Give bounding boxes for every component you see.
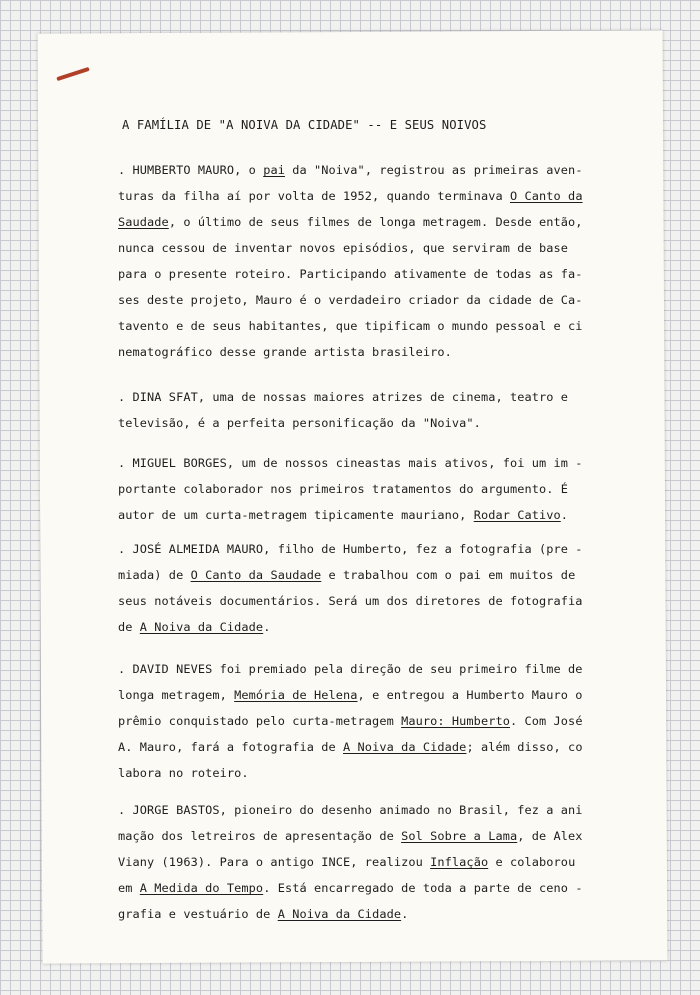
text-segment: . JORGE BASTOS, pioneiro do desenho animado no Brasil, fez a ani <box>118 803 583 817</box>
underlined-title: A Noiva da Cidade <box>139 620 264 634</box>
text-segment: ; além disso, co <box>466 740 583 754</box>
text-line <box>118 456 583 482</box>
underlined-title: A Medida do Tempo <box>139 881 264 895</box>
underlined-title: Sol Sobre a Lama <box>401 829 518 843</box>
text-segment: televisão, é a perfeita personificação da "Noiva". <box>118 416 481 430</box>
text-segment: . DINA SFAT, uma de nossas maiores atrizes de cinema, teatro e <box>118 390 569 404</box>
text-line <box>118 714 583 740</box>
text-segment: nunca cessou de inventar novos episódios, que serviram de base <box>118 241 569 255</box>
text-segment: tavento e de seus habitantes, que tipificam o mundo pessoal e ci <box>118 319 583 333</box>
text-line <box>118 508 583 534</box>
text-line <box>118 620 583 646</box>
underlined-title: Saudade <box>118 215 169 229</box>
paragraph-david-neves <box>118 662 583 792</box>
text-segment: longa metragem, <box>118 688 235 702</box>
text-line <box>118 267 583 293</box>
text-segment: . Com José <box>509 714 583 728</box>
text-line <box>118 766 583 792</box>
paragraph-jorge-bastos <box>118 803 583 933</box>
text-segment: grafia e vestuário de <box>118 907 278 921</box>
paragraph-dina-sfat <box>118 390 568 442</box>
text-segment: e trabalhou com o pai em muitos de <box>321 568 576 582</box>
text-segment: para o presente roteiro. Participando ativamente de todas as fa- <box>118 267 583 281</box>
text-segment: . DAVID NEVES foi premiado pela direção de seu primeiro filme de <box>118 662 583 676</box>
text-segment: A. Mauro, fará a fotografia de <box>118 740 344 754</box>
text-segment: . <box>263 620 271 634</box>
text-segment: . MIGUEL BORGES, um de nossos cineastas mais ativos, foi um im - <box>118 456 583 470</box>
text-line <box>118 594 583 620</box>
text-segment: prêmio conquistado pelo curta-metragem <box>118 714 402 728</box>
text-segment: . HUMBERTO MAURO, o <box>118 163 264 177</box>
text-segment: , e entregou a Humberto Mauro o <box>357 688 583 702</box>
underlined-title: O Canto da <box>509 189 583 203</box>
text-line <box>118 416 568 442</box>
paragraph-miguel-borges <box>118 456 583 534</box>
text-line <box>118 163 583 189</box>
underlined-title: pai <box>263 163 285 177</box>
text-line <box>118 319 583 345</box>
text-segment: ses deste projeto, Mauro é o verdadeiro criador da cidade de Ca- <box>118 293 583 307</box>
text-segment: . JOSÉ ALMEIDA MAURO, filho de Humberto, fez a fotografia (pre - <box>118 542 583 556</box>
text-segment: da "Noiva", registrou as primeiras aven- <box>284 163 583 177</box>
text-line <box>118 907 583 933</box>
underlined-title: Rodar Cativo <box>473 508 561 522</box>
text-line <box>118 688 583 714</box>
text-line <box>118 215 583 241</box>
document-title: A FAMÍLIA DE "A NOIVA DA CIDADE" -- E SEUS NOIVOS <box>122 118 487 132</box>
text-line <box>118 881 583 907</box>
text-segment: . <box>560 508 569 522</box>
text-segment: mação dos letreiros de apresentação de <box>118 829 402 843</box>
text-segment: portante colaborador nos primeiros tratamentos do argumento. É <box>118 482 569 496</box>
text-line <box>118 740 583 766</box>
underlined-title: A Noiva da Cidade <box>277 907 402 921</box>
text-line <box>118 829 583 855</box>
text-line <box>118 345 583 371</box>
text-line <box>118 568 583 594</box>
text-segment: autor de um curta-metragem tipicamente mauriano, <box>118 508 474 522</box>
text-segment: labora no roteiro. <box>118 766 249 780</box>
paragraph-humberto-mauro <box>118 163 583 371</box>
text-line <box>118 189 583 215</box>
text-line <box>118 390 568 416</box>
text-segment: em <box>118 881 140 895</box>
underlined-title: O Canto da Saudade <box>190 568 322 582</box>
text-segment: , o último de seus filmes de longa metragem. Desde então, <box>168 215 583 229</box>
paragraph-jose-almeida-mauro <box>118 542 583 646</box>
text-segment: . <box>401 907 409 921</box>
text-segment: nematográfico desse grande artista brasileiro. <box>118 345 452 359</box>
underlined-title: Inflação <box>430 855 489 869</box>
text-line <box>118 855 583 881</box>
text-line <box>118 482 583 508</box>
text-segment: Viany (1963). Para o antigo INCE, realizou <box>118 855 431 869</box>
text-segment: , de Alex <box>517 829 583 843</box>
text-segment: de <box>118 620 140 634</box>
text-segment: seus notáveis documentários. Será um dos diretores de fotografia <box>118 594 583 608</box>
text-segment: e colaborou <box>488 855 576 869</box>
text-line <box>118 293 583 319</box>
text-segment: miada) de <box>118 568 191 582</box>
text-line <box>118 803 583 829</box>
text-line <box>118 662 583 688</box>
text-line <box>118 241 583 267</box>
text-segment: . Está encarregado de toda a parte de ceno - <box>263 881 583 895</box>
underlined-title: Memória de Helena <box>234 688 358 702</box>
underlined-title: Mauro: Humberto <box>401 714 510 728</box>
underlined-title: A Noiva da Cidade <box>343 740 467 754</box>
text-segment: turas da filha aí por volta de 1952, quando terminava <box>118 189 510 203</box>
text-line <box>118 542 583 568</box>
